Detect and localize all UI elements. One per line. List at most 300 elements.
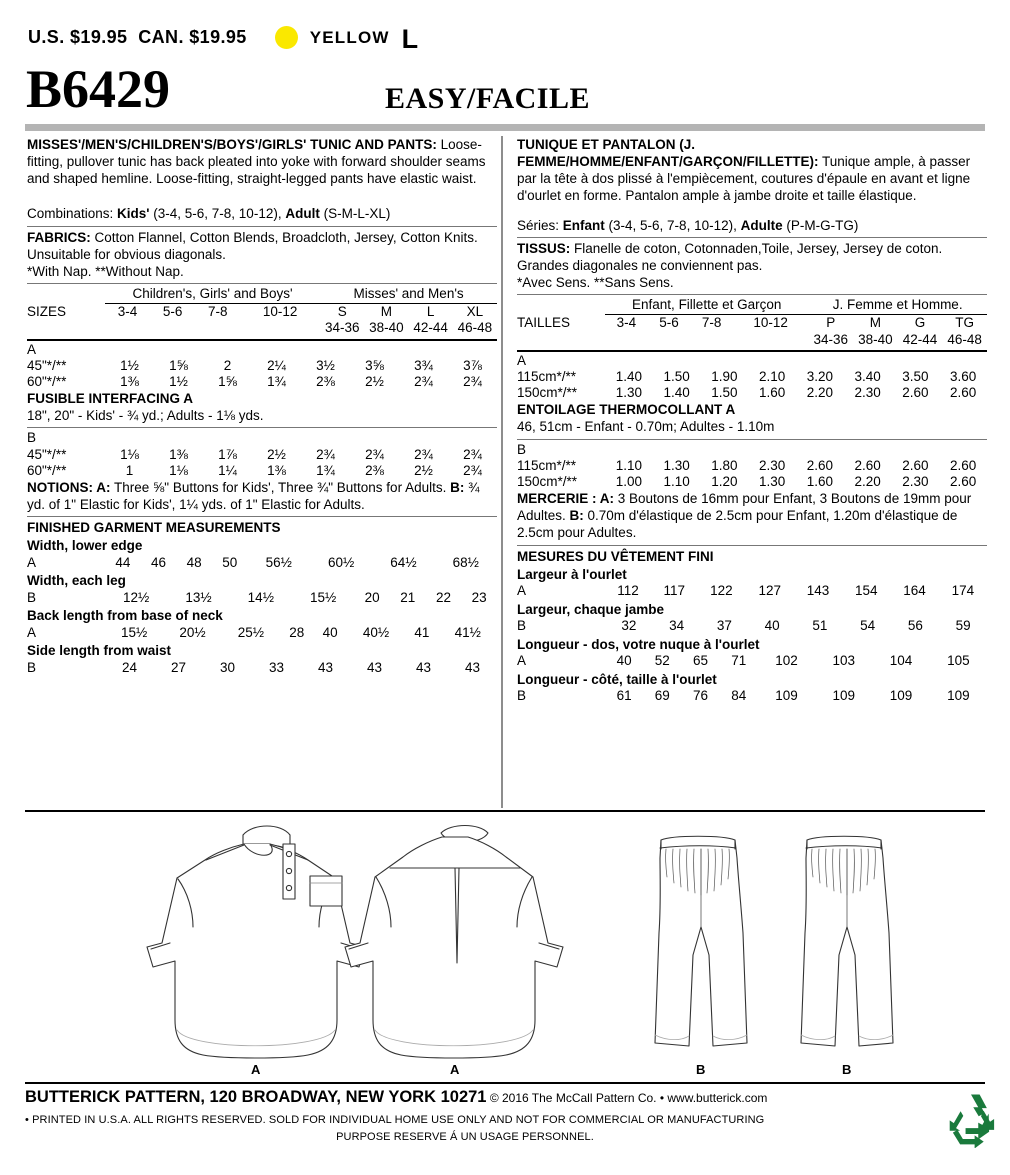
french-rule-1 <box>517 237 987 238</box>
tunic-back-illustration <box>345 826 563 1059</box>
size-cell: G <box>914 315 926 331</box>
english-a-45-row <box>27 358 497 374</box>
meas-title: Back length from base of neck <box>27 608 223 624</box>
yardage-cell: 2¾ <box>463 462 482 478</box>
french-nap: *Avec Sens. **Sans Sens. <box>517 274 674 290</box>
yardage-cell: 1¾ <box>316 462 335 478</box>
yardage-cell: 2.30 <box>758 457 786 473</box>
meas-cell: 68½ <box>452 554 479 570</box>
french-notions-b-letter: B: <box>569 508 584 524</box>
meas-letter: A <box>27 624 37 640</box>
pants-back-illustration <box>801 836 893 1046</box>
english-sizes-row <box>27 304 497 321</box>
french-notions-a-letter: A: <box>599 491 615 507</box>
meas-cell: 122 <box>710 582 733 598</box>
yardage-cell: 1.30 <box>758 473 786 489</box>
meas-cell: 37 <box>716 617 732 633</box>
meas-cell: 60½ <box>327 554 355 570</box>
yardage-cell: 1⅜ <box>169 446 188 462</box>
yardage-cell: 2.60 <box>902 457 929 473</box>
size-cell: 5-6 <box>659 315 679 331</box>
yardage-cell: 2½ <box>267 446 286 462</box>
french-fabrics-text: Flanelle de coton, Cotonnaden,Toile, Jersey, Jersey de coton. <box>570 240 943 256</box>
meas-cell: 41½ <box>454 624 481 640</box>
french-interfacing-text: 46, 51cm - Enfant - 0.70m; Adultes - 1.10m <box>517 419 775 435</box>
english-size-table <box>27 286 497 337</box>
english-notions-a-letter: A: <box>96 479 111 495</box>
english-group-1: Children's, Girls' and Boys' <box>105 286 320 304</box>
meas-letter: B <box>517 617 527 633</box>
french-view-b-row <box>517 442 987 458</box>
yardage-cell: 1⅝ <box>169 357 188 373</box>
french-interfacing-title: ENTOILAGE THERMOCOLLANT A <box>517 402 736 418</box>
yardage-cell: 1.80 <box>711 457 738 473</box>
yardage-cell: 2¾ <box>414 446 433 462</box>
meas-cell: 51 <box>812 617 828 633</box>
english-garment-description <box>27 136 497 187</box>
meas-cell: 52 <box>654 652 670 668</box>
meas-cell: 24 <box>121 659 138 675</box>
meas-title: Width, each leg <box>27 573 126 589</box>
meas-letter: B <box>517 687 527 703</box>
size-sub-cell <box>605 332 648 348</box>
english-yardage-a <box>27 342 497 391</box>
meas-cell: 109 <box>947 687 970 703</box>
french-notions-label: MERCERIE : <box>517 491 600 507</box>
french-unsuitable: Grandes diagonales ne conviennent pas. <box>517 257 763 273</box>
meas-cell: 112 <box>617 582 639 598</box>
footer-top-rule <box>25 1082 985 1084</box>
meas-cell: 174 <box>951 582 975 598</box>
recycle-icon <box>942 1090 1000 1148</box>
yardage-cell: 2.60 <box>902 385 929 401</box>
english-combinations-kids: Kids' <box>117 206 150 222</box>
yardage-cell: 3.60 <box>949 368 977 384</box>
yardage-cell: 1.10 <box>663 473 690 489</box>
french-size-group-header <box>517 297 987 315</box>
size-cell: 7-8 <box>701 315 722 331</box>
english-rule-1 <box>27 226 497 227</box>
meas-cell: 20½ <box>179 624 206 640</box>
meas-cell: 164 <box>903 582 926 598</box>
french-fabrics <box>517 240 987 257</box>
yardage-cell: 1.30 <box>615 385 643 401</box>
size-sub-cell: 42-44 <box>902 331 938 347</box>
french-a-115-row <box>517 369 987 385</box>
meas-cell: 109 <box>775 687 798 703</box>
size-letter-label: L <box>401 23 419 54</box>
english-yardage-b <box>27 430 497 479</box>
yardage-cell: 2½ <box>414 462 433 478</box>
meas-cell: 43 <box>415 659 432 675</box>
english-sizes-label: SIZES <box>27 304 67 320</box>
yardage-cell: 1.10 <box>615 457 643 473</box>
meas-title: Longueur - côté, taille à l'ourlet <box>517 671 717 687</box>
meas-cell: 14½ <box>247 589 274 605</box>
footer-copyright-web: © 2016 The McCall Pattern Co. • www.butterick.com <box>486 1091 768 1105</box>
column-divider <box>501 136 503 808</box>
size-sub-cell: 38-40 <box>858 331 893 347</box>
footer-rights-line: • PRINTED IN U.S.A. ALL RIGHTS RESERVED. SOLD FOR INDIVIDUAL HOME USE ONLY AND NOT FOR COMMERCIAL OR MANUFACTURING <box>25 1114 765 1126</box>
french-b-150-row <box>517 474 987 490</box>
french-combinations <box>517 217 987 234</box>
french-b-row1-label: 115cm*/** <box>517 457 577 473</box>
recycle-symbol-svg <box>942 1090 1000 1148</box>
meas-title: Side length from waist <box>27 643 172 659</box>
yardage-cell: 1 <box>125 462 134 478</box>
yardage-cell: 2⅜ <box>316 373 335 389</box>
size-sub-cell: 38-40 <box>369 320 404 336</box>
yardage-cell: 1½ <box>120 357 139 373</box>
size-sub-cell: 46-48 <box>457 320 493 336</box>
meas-row <box>517 583 987 600</box>
size-cell: L <box>426 304 435 320</box>
french-combinations-kids: Enfant <box>562 217 605 233</box>
french-combinations-label: Séries: <box>517 217 563 233</box>
meas-cell: 46 <box>150 554 166 570</box>
meas-cell: 40 <box>616 652 632 668</box>
meas-cell: 61 <box>616 687 632 703</box>
yardage-cell: 2.60 <box>949 385 977 401</box>
french-a-row2-label: 150cm*/** <box>517 385 578 401</box>
meas-cell: 30 <box>219 659 236 675</box>
size-sub-cell <box>150 320 195 336</box>
meas-cell: 102 <box>775 652 798 668</box>
meas-cell: 65 <box>692 652 709 668</box>
illustration-svg <box>25 815 985 1080</box>
yardage-cell: 2½ <box>365 373 384 389</box>
yardage-cell: 2¾ <box>463 373 482 389</box>
meas-cell: 20 <box>364 589 380 605</box>
french-fabrics-label: TISSUS: <box>517 240 571 256</box>
english-group-2: Misses' and Men's <box>320 286 497 304</box>
meas-cell: 71 <box>731 652 747 668</box>
meas-row <box>27 660 497 677</box>
difficulty-label: EASY/FACILE <box>385 82 590 115</box>
size-cell: M <box>869 315 881 331</box>
yardage-cell: 1¼ <box>218 462 237 478</box>
meas-cell: 84 <box>731 687 747 703</box>
french-notions <box>517 490 987 541</box>
english-notions <box>27 479 497 513</box>
meas-letter: A <box>517 582 527 598</box>
english-nap: *With Nap. **Without Nap. <box>27 263 184 279</box>
meas-cell: 103 <box>832 652 855 668</box>
english-combinations-kids-sizes: (3-4, 5-6, 7-8, 10-12), <box>149 206 286 222</box>
meas-cell: 40½ <box>362 624 390 640</box>
meas-cell: 56 <box>907 617 923 633</box>
yardage-cell: 1.60 <box>806 473 834 489</box>
yardage-cell: 2.60 <box>949 457 977 473</box>
meas-cell: 15½ <box>121 624 148 640</box>
meas-cell: 56½ <box>265 554 292 570</box>
yardage-cell: 1.50 <box>711 385 738 401</box>
meas-cell: 69 <box>654 687 670 703</box>
english-sizes-sub-row <box>27 320 497 336</box>
size-sub-cell: 34-36 <box>324 320 360 336</box>
english-notions-a-text: Three ⅝" Buttons for Kids', Three ¾" Buttons for Adults. <box>110 479 451 495</box>
yardage-cell: 2.30 <box>854 385 881 401</box>
english-a-row2-label: 60"*/** <box>27 373 67 389</box>
yardage-cell: 1⅛ <box>169 462 188 478</box>
size-sub-cell <box>690 332 733 348</box>
french-measurements <box>517 566 987 705</box>
meas-cell: 43 <box>317 659 334 675</box>
meas-cell: 109 <box>832 687 855 703</box>
garment-illustrations <box>25 815 985 1080</box>
french-view-b-letter: B <box>517 441 527 457</box>
header-divider <box>25 124 985 131</box>
meas-cell: 12½ <box>123 589 150 605</box>
meas-cell: 154 <box>855 582 878 598</box>
yardage-cell: 2¾ <box>414 373 433 389</box>
french-garment-description <box>517 136 987 205</box>
meas-letter: B <box>27 589 37 605</box>
price-row <box>28 23 419 54</box>
meas-title: Largeur à l'ourlet <box>517 566 627 582</box>
english-interfacing-text: 18", 20" - Kids' - ¾ yd.; Adults - 1⅛ yds. <box>27 408 264 424</box>
english-a-row1-label: 45"*/** <box>27 357 67 373</box>
tunic-front-illustration <box>147 826 365 1058</box>
view-label-tunic-back: A <box>450 1062 460 1077</box>
meas-cell: 15½ <box>310 589 337 605</box>
meas-cell: 64½ <box>390 554 417 570</box>
yardage-cell: 2¾ <box>316 446 335 462</box>
size-cell: 7-8 <box>207 304 228 320</box>
meas-letter: A <box>27 554 37 570</box>
size-cell: 3-4 <box>117 304 138 320</box>
meas-cell: 54 <box>860 617 876 633</box>
size-sub-cell <box>195 320 240 336</box>
view-label-tunic-front: A <box>251 1062 261 1077</box>
yardage-cell: 2¼ <box>267 357 286 373</box>
meas-cell: 28 <box>289 624 305 640</box>
yardage-cell: 2.60 <box>806 457 834 473</box>
english-rule-2 <box>27 283 497 284</box>
yardage-cell: 3.40 <box>854 368 881 384</box>
yardage-cell: 2.20 <box>806 385 834 401</box>
meas-cell: 50 <box>222 554 238 570</box>
yardage-cell: 2⅜ <box>365 462 384 478</box>
french-combinations-adult: Adulte <box>740 217 783 233</box>
meas-cell: 44 <box>115 554 131 570</box>
meas-cell: 21 <box>400 589 416 605</box>
size-sub-cell: 34-36 <box>813 331 848 347</box>
french-a-row1-label: 115cm*/** <box>517 368 577 384</box>
yardage-cell: 1.60 <box>758 385 786 401</box>
yardage-cell: 2 <box>223 357 232 373</box>
french-view-a-row <box>517 353 987 369</box>
pants-front-illustration <box>655 836 747 1046</box>
meas-cell: 40 <box>764 617 780 633</box>
english-notions-b-letter: B: <box>450 479 465 495</box>
french-column <box>517 136 987 705</box>
size-cell: 5-6 <box>162 304 183 320</box>
english-view-a-row <box>27 342 497 358</box>
meas-cell: 48 <box>186 554 202 570</box>
size-cell: 10-12 <box>753 315 788 331</box>
french-rule-2 <box>517 294 987 295</box>
meas-cell: 40 <box>322 624 338 640</box>
english-view-b-row <box>27 430 497 446</box>
french-garment-title: TUNIQUE ET PANTALON (J. FEMME/HOMME/ENFANT/GARÇON/FILLETTE): <box>517 137 819 170</box>
meas-cell: 143 <box>806 582 830 598</box>
yardage-cell: 1½ <box>169 373 188 389</box>
english-interfacing-title: FUSIBLE INTERFACING A <box>27 391 194 407</box>
english-a-60-row <box>27 374 497 390</box>
english-rule-5 <box>27 516 497 517</box>
english-column <box>27 136 497 676</box>
size-sub-cell <box>648 332 691 348</box>
english-garment-title: MISSES'/MEN'S/CHILDREN'S/BOYS'/GIRLS' TUNIC AND PANTS: <box>27 137 437 152</box>
footer-address-line <box>25 1088 985 1107</box>
meas-cell: 59 <box>955 617 971 633</box>
yardage-cell: 2¾ <box>365 446 384 462</box>
yardage-cell: 2.60 <box>854 457 881 473</box>
yardage-cell: 1¾ <box>267 373 286 389</box>
english-combinations-adult-sizes: (S-M-L-XL) <box>319 206 391 222</box>
meas-cell: 33 <box>268 659 285 675</box>
yardage-cell: 3½ <box>316 357 335 373</box>
size-cell: TG <box>955 315 975 331</box>
english-garment-desc: Loose-fitting, pullover tunic has back pleated into yoke with forward shoulder seams and shaped hemline. Loose-fitting, straight-legged pants have elastic waist. <box>27 137 486 187</box>
size-sub-cell <box>733 332 808 348</box>
size-sub-cell: 46-48 <box>947 331 982 347</box>
french-sizes-row <box>517 315 987 332</box>
meas-row <box>517 688 987 705</box>
yardage-cell: 1⅞ <box>218 446 237 462</box>
french-group-1: Enfant, Fillette et Garçon <box>605 297 808 315</box>
french-sizes-label: TAILLES <box>517 315 571 331</box>
yardage-cell: 3¾ <box>414 357 433 373</box>
illustration-top-rule <box>25 810 985 812</box>
french-yardage-b <box>517 442 987 491</box>
color-name-label: YELLOW <box>309 27 390 47</box>
english-b-45-row <box>27 447 497 463</box>
meas-row <box>27 555 497 572</box>
size-sub-cell <box>240 320 320 336</box>
english-notions-label: NOTIONS: <box>27 479 97 495</box>
meas-title: Largeur, chaque jambe <box>517 601 665 617</box>
meas-cell: 34 <box>669 617 685 633</box>
english-b-row1-label: 45"*/** <box>27 446 67 462</box>
english-fabrics-text: Cotton Flannel, Cotton Blends, Broadcloth, Jersey, Cotton Knits. <box>90 229 478 245</box>
yardage-cell: 2¾ <box>463 446 482 462</box>
yardage-cell: 1.20 <box>711 473 738 489</box>
meas-cell: 109 <box>889 687 913 703</box>
english-combinations-adult: Adult <box>285 206 320 222</box>
french-group-2: J. Femme et Homme. <box>808 297 987 315</box>
meas-row <box>27 625 497 642</box>
french-rule-4 <box>517 439 987 440</box>
meas-title: Longueur - dos, votre nuque à l'ourlet <box>517 636 760 652</box>
meas-cell: 104 <box>889 652 913 668</box>
french-view-a-letter: A <box>517 352 527 368</box>
meas-row <box>27 590 497 607</box>
size-cell: P <box>826 315 836 331</box>
english-view-a-letter: A <box>27 341 37 357</box>
english-fgm-title: FINISHED GARMENT MEASUREMENTS <box>27 520 281 536</box>
meas-letter: B <box>27 659 37 675</box>
french-a-150-row <box>517 385 987 401</box>
french-rule-5 <box>517 545 987 546</box>
yardage-cell: 1.00 <box>615 473 643 489</box>
yardage-cell: 1.40 <box>615 368 643 384</box>
yardage-cell: 2.60 <box>949 473 977 489</box>
english-fabrics <box>27 229 497 246</box>
english-view-b-letter: B <box>27 430 37 446</box>
yardage-cell: 1.50 <box>663 368 690 384</box>
size-cell: 10-12 <box>262 304 298 320</box>
french-rule-3 <box>517 350 987 352</box>
meas-title: Width, lower edge <box>27 538 143 554</box>
meas-cell: 105 <box>947 652 970 668</box>
view-label-pants-back: B <box>842 1062 852 1077</box>
yardage-cell: 1.40 <box>663 385 690 401</box>
yardage-cell: 1⅜ <box>120 373 139 389</box>
english-measurements <box>27 537 497 676</box>
view-label-pants-front: B <box>696 1062 706 1077</box>
french-sizes-sub-row <box>517 332 987 348</box>
french-garment-desc: Tunique ample, à passer par la tête à dos plissé à l'empiècement, coutures d'épaule en avant et ligne d'ourlet en forme. Pantalon ample à jambe droite et taille élastique. <box>517 154 971 204</box>
yardage-cell: 3⅞ <box>463 357 482 373</box>
size-cell: S <box>337 304 347 320</box>
french-notions-a-text: 3 Boutons de 16mm pour Enfant, 3 Boutons de 19mm pour Adultes. <box>517 491 972 524</box>
yardage-cell: 2.20 <box>854 473 881 489</box>
english-rule-4 <box>27 427 497 428</box>
yardage-cell: 1⅜ <box>267 462 286 478</box>
meas-cell: 41 <box>414 624 430 640</box>
french-combinations-adult-sizes: (P-M-G-TG) <box>782 217 859 233</box>
yardage-cell: 1⅛ <box>120 446 139 462</box>
meas-cell: 127 <box>758 582 781 598</box>
meas-letter: A <box>517 652 527 668</box>
size-sub-cell <box>105 320 150 336</box>
meas-cell: 43 <box>366 659 383 675</box>
english-b-60-row <box>27 463 497 479</box>
french-fgm-title: MESURES DU VÊTEMENT FINI <box>517 548 714 564</box>
yardage-cell: 1⅝ <box>218 373 237 389</box>
french-size-table <box>517 297 987 348</box>
price-label: U.S. $19.95 CAN. $19.95 <box>28 27 247 47</box>
yardage-cell: 1.90 <box>711 368 738 384</box>
size-sub-cell: 42-44 <box>413 320 448 336</box>
yardage-cell: 3.20 <box>806 368 834 384</box>
yardage-cell: 2.10 <box>758 368 786 384</box>
french-yardage-a <box>517 353 987 402</box>
english-fabrics-label: FABRICS: <box>27 229 91 245</box>
french-combinations-kids-sizes: (3-4, 5-6, 7-8, 10-12), <box>604 217 741 233</box>
meas-cell: 76 <box>692 687 709 703</box>
meas-cell: 27 <box>170 659 187 675</box>
meas-row <box>517 653 987 670</box>
meas-cell: 43 <box>464 659 481 675</box>
english-rule-3 <box>27 339 497 341</box>
footer-purpose-line: PURPOSE RESERVE Á UN USAGE PERSONNEL. <box>336 1131 594 1143</box>
english-size-group-header <box>27 286 497 304</box>
color-swatch-dot <box>275 26 298 49</box>
english-combinations <box>27 205 497 222</box>
meas-cell: 13½ <box>185 589 212 605</box>
meas-row <box>517 618 987 635</box>
meas-cell: 25½ <box>237 624 265 640</box>
english-combinations-label: Combinations: <box>27 206 118 222</box>
english-unsuitable: Unsuitable for obvious diagonals. <box>27 246 226 262</box>
size-cell: XL <box>466 304 484 320</box>
meas-cell: 22 <box>435 589 451 605</box>
english-notions-b-text: ¾ yd. of 1" Elastic for Kids', 1¼ yds. of 1" Elastic for Adults. <box>27 479 480 513</box>
meas-cell: 32 <box>621 617 637 633</box>
